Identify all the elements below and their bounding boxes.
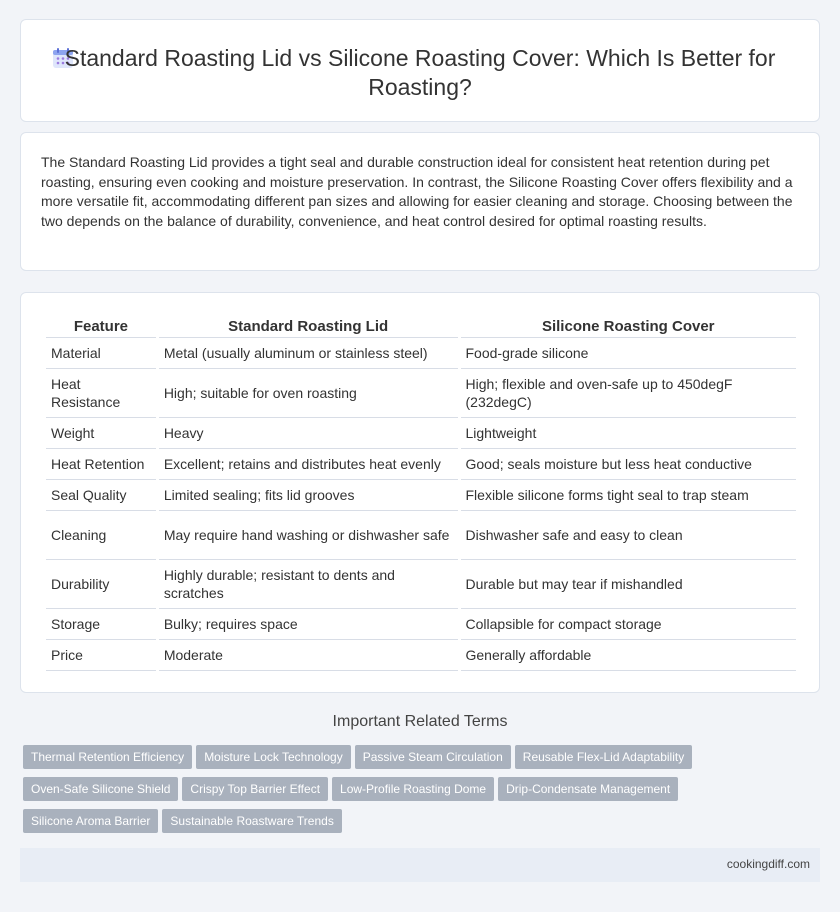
feature-cell: Durability bbox=[46, 560, 156, 609]
feature-cell: Storage bbox=[46, 609, 156, 640]
comparison-card bbox=[20, 292, 820, 693]
footer bbox=[20, 848, 820, 882]
related-term-tag[interactable]: Drip-Condensate Management bbox=[498, 777, 678, 801]
related-term-tag[interactable]: Oven-Safe Silicone Shield bbox=[23, 777, 178, 801]
feature-cell: Seal Quality bbox=[46, 480, 156, 511]
intro-card bbox=[20, 132, 820, 271]
table-row bbox=[46, 609, 796, 640]
related-term-tag[interactable]: Thermal Retention Efficiency bbox=[23, 745, 192, 769]
feature-cell: Heat Retention bbox=[46, 449, 156, 480]
comparison-table bbox=[43, 315, 799, 671]
header-standard-lid: Standard Roasting Lid bbox=[159, 315, 458, 338]
header-card bbox=[20, 19, 820, 122]
feature-cell: Weight bbox=[46, 418, 156, 449]
standard-cell: Heavy bbox=[159, 418, 458, 449]
silicone-cell: Generally affordable bbox=[461, 640, 797, 671]
related-term-tag[interactable]: Silicone Aroma Barrier bbox=[23, 809, 158, 833]
silicone-cell: Food-grade silicone bbox=[461, 338, 797, 369]
related-term-tag[interactable]: Low-Profile Roasting Dome bbox=[332, 777, 494, 801]
intro-paragraph: The Standard Roasting Lid provides a tight seal and durable construction ideal for consistent heat retention during pet roasting, ensuring even cooking and moisture preservation. In contrast, the Silicone Roasting Cover offers flexibility and a more versatile fit, accommodating different pan sizes and allowing for easier cleaning and storage. Choosing between the two depends on the balance of durability, convenience, and heat control desired for optimal roasting results. bbox=[41, 154, 793, 229]
feature-cell: Material bbox=[46, 338, 156, 369]
related-term-tag[interactable]: Reusable Flex-Lid Adaptability bbox=[515, 745, 692, 769]
table-row bbox=[46, 338, 796, 369]
table-row bbox=[46, 369, 796, 418]
standard-cell: Highly durable; resistant to dents and scratches bbox=[159, 560, 458, 609]
table-row bbox=[46, 418, 796, 449]
table-row bbox=[46, 560, 796, 609]
silicone-cell: Durable but may tear if mishandled bbox=[461, 560, 797, 609]
standard-cell: Moderate bbox=[159, 640, 458, 671]
standard-cell: Metal (usually aluminum or stainless steel) bbox=[159, 338, 458, 369]
header-silicone-cover: Silicone Roasting Cover bbox=[461, 315, 797, 338]
standard-cell: May require hand washing or dishwasher safe bbox=[159, 511, 458, 560]
table-row bbox=[46, 511, 796, 560]
standard-cell: Excellent; retains and distributes heat evenly bbox=[159, 449, 458, 480]
silicone-cell: Lightweight bbox=[461, 418, 797, 449]
related-term-tag[interactable]: Moisture Lock Technology bbox=[196, 745, 351, 769]
header-feature: Feature bbox=[46, 315, 156, 338]
related-term-tag[interactable]: Sustainable Roastware Trends bbox=[162, 809, 341, 833]
silicone-cell: Flexible silicone forms tight seal to trap steam bbox=[461, 480, 797, 511]
silicone-cell: Good; seals moisture but less heat conductive bbox=[461, 449, 797, 480]
table-header-row bbox=[46, 315, 796, 338]
table-row bbox=[46, 640, 796, 671]
silicone-cell: Collapsible for compact storage bbox=[461, 609, 797, 640]
table-row bbox=[46, 449, 796, 480]
footer-site-link[interactable]: cookingdiff.com bbox=[726, 857, 810, 871]
silicone-cell: High; flexible and oven-safe up to 450degF (232degC) bbox=[461, 369, 797, 418]
silicone-cell: Dishwasher safe and easy to clean bbox=[461, 511, 797, 560]
standard-cell: Bulky; requires space bbox=[159, 609, 458, 640]
related-terms-heading: Important Related Terms bbox=[332, 713, 508, 730]
standard-cell: High; suitable for oven roasting bbox=[159, 369, 458, 418]
feature-cell: Cleaning bbox=[46, 511, 156, 560]
table-row bbox=[46, 480, 796, 511]
standard-cell: Limited sealing; fits lid grooves bbox=[159, 480, 458, 511]
related-term-tag[interactable]: Crispy Top Barrier Effect bbox=[182, 777, 328, 801]
page-title: Standard Roasting Lid vs Silicone Roasting Cover: Which Is Better for Roasting? bbox=[64, 45, 776, 100]
related-term-tag[interactable]: Passive Steam Circulation bbox=[355, 745, 511, 769]
feature-cell: Price bbox=[46, 640, 156, 671]
feature-cell: Heat Resistance bbox=[46, 369, 156, 418]
related-terms-list bbox=[23, 745, 743, 841]
